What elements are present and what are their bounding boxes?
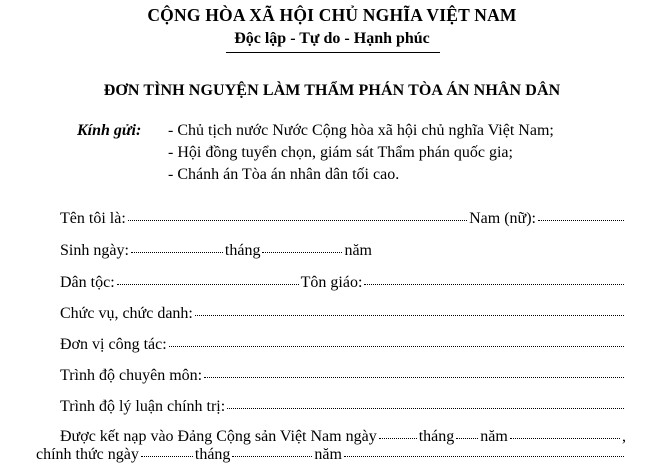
recipient-item: - Hội đồng tuyển chọn, giám sát Thẩm phán quốc gia; xyxy=(168,144,513,161)
workplace-field[interactable] xyxy=(169,346,624,347)
recipients-label: Kính gửi: xyxy=(77,122,142,139)
official-day-field[interactable] xyxy=(141,456,193,457)
name-field[interactable] xyxy=(128,220,467,221)
position-label: Chức vụ, chức danh: xyxy=(60,305,193,322)
birth-day-field[interactable] xyxy=(131,252,223,253)
workplace-label: Đơn vị công tác: xyxy=(60,336,167,353)
position-field[interactable] xyxy=(195,315,624,316)
party-day-field[interactable] xyxy=(379,438,417,439)
political-row xyxy=(60,398,626,420)
national-title: CỘNG HÒA XÃ HỘI CHỦ NGHĨA VIỆT NAM xyxy=(147,5,517,25)
recipient-item: - Chánh án Tòa án nhân dân tối cao. xyxy=(168,166,400,183)
party-label: Được kết nạp vào Đảng Cộng sản Việt Nam ngày xyxy=(60,428,377,445)
party-month-label: tháng xyxy=(418,428,455,445)
recipient-item: - Chủ tịch nước Nước Cộng hòa xã hội chủ nghĩa Việt Nam; xyxy=(168,122,554,139)
religion-field[interactable] xyxy=(364,284,624,285)
party-month-field[interactable] xyxy=(456,438,478,439)
official-month-field[interactable] xyxy=(232,456,312,457)
motto-underline xyxy=(226,52,440,53)
birth-month-label: tháng xyxy=(224,242,261,259)
official-row xyxy=(36,446,626,468)
position-row xyxy=(60,305,626,327)
ethnicity-field[interactable] xyxy=(117,284,299,285)
ethnicity-row xyxy=(60,274,626,296)
workplace-row xyxy=(60,336,626,358)
expertise-label: Trình độ chuyên môn: xyxy=(60,367,203,384)
official-month-label: tháng xyxy=(194,446,231,463)
political-field[interactable] xyxy=(227,408,624,409)
official-label: chính thức ngày xyxy=(36,446,139,463)
birth-label: Sinh ngày: xyxy=(60,242,129,259)
party-year-field[interactable] xyxy=(510,438,620,439)
expertise-field[interactable] xyxy=(204,377,624,378)
birth-year-label: năm xyxy=(344,242,372,259)
name-row xyxy=(60,210,626,232)
party-year-label: năm xyxy=(480,428,508,445)
gender-field[interactable] xyxy=(538,220,624,221)
religion-label: Tôn giáo: xyxy=(300,274,363,291)
expertise-row xyxy=(60,367,626,389)
gender-label: Nam (nữ): xyxy=(469,210,536,227)
name-label: Tên tôi là: xyxy=(60,210,126,227)
birth-row xyxy=(60,242,400,264)
party-row: Được kết nạp vào Đảng Cộng sản Việt Nam ngày tháng năm , xyxy=(60,428,626,445)
official-year-label: năm xyxy=(314,446,342,463)
political-label: Trình độ lý luận chính trị: xyxy=(60,398,226,415)
document-title: ĐƠN TÌNH NGUYỆN LÀM THẨM PHÁN TÒA ÁN NHÂN DÂN xyxy=(103,82,561,99)
ethnicity-label: Dân tộc: xyxy=(60,274,115,291)
birth-month-field[interactable] xyxy=(262,252,342,253)
official-year-field[interactable] xyxy=(344,456,624,457)
national-motto: Độc lập - Tự do - Hạnh phúc xyxy=(234,30,430,47)
